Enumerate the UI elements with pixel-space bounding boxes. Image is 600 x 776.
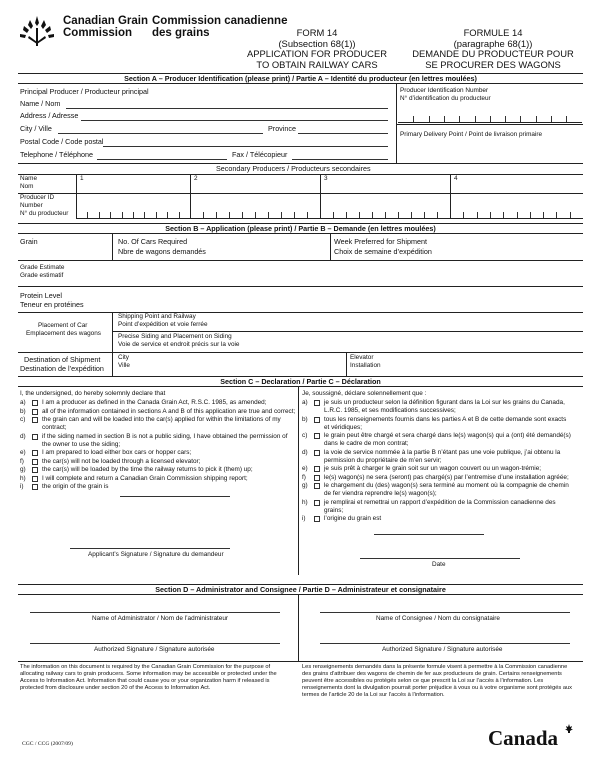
province-field-line (298, 133, 388, 134)
siding-field[interactable] (260, 340, 578, 349)
date-field[interactable] (360, 548, 520, 557)
privacy-notice-line: des grains d’attribuer des wagons de chemin de fer aux producteurs de grain. Certains renseignements (302, 671, 562, 677)
declaration-checkbox[interactable] (314, 417, 320, 423)
digit-separator (346, 212, 347, 218)
declaration-item-text: the grain can and will be loaded into the car(s) applied for within the limitations of my (42, 416, 281, 423)
declaration-item-text: l’origine du grain est (324, 515, 382, 522)
section-b-title: Section B – Application (please print) / Partie B – Demande (en lettres moulées) (18, 223, 583, 234)
declaration-checkbox[interactable] (314, 475, 320, 481)
declaration-item-text: all of the information contained in sections A and B of this application are true and correct; (42, 407, 296, 415)
elevator-label-en: Elevator (350, 354, 374, 361)
dest-city-field[interactable] (140, 362, 340, 371)
secondary-col-3: 3 (324, 175, 328, 182)
declaration-item-text: le(s) wagon(s) ne sera (seront) pas chargé(s) par l’entremise d’une installation agréée; (324, 473, 569, 481)
declaration-item-text: the origin of the grain is (42, 483, 109, 490)
secondary-name-bottom-line (18, 193, 583, 194)
section-d-title: Section D – Administrator and Consignee / Partie D – Administrateur et consignataire (18, 584, 583, 595)
admin-name-field[interactable] (30, 602, 280, 611)
address-field-line (81, 120, 388, 121)
form-title-fr-line1: DEMANDE DU PRODUCTEUR POUR (412, 48, 574, 59)
canada-wordmark: Canada (488, 726, 559, 750)
digit-separator (87, 212, 88, 218)
form-subsection-fr: (paragraphe 68(1)) (453, 37, 533, 49)
digit-separator (530, 212, 531, 218)
placement-label-fr: Emplacement des wagons (26, 330, 101, 337)
form-subsection-en: (Subsection 68(1)) (278, 37, 356, 49)
shipping-point-label-en: Shipping Point and Railway (118, 313, 196, 320)
applicant-signature-label: Applicant’s Signature / Signature du demandeur (88, 551, 224, 558)
digit-separator (490, 212, 491, 218)
declaration-checkbox[interactable] (314, 516, 320, 522)
declaration-item-text: la voie de service nommée à la partie B n’étant pas une voie publique, j’ai obtenu la (324, 448, 561, 456)
privacy-notice-line: allocating railway cars to grain producers. Some information may be accessible or protected under the (20, 671, 277, 677)
declaration-checkbox[interactable] (32, 417, 38, 423)
digit-separator (520, 116, 521, 122)
consignee-signature-label: Authorized Signature / Signature autorisée (382, 646, 503, 653)
elevator-divider (346, 352, 347, 376)
consignee-signature-line (320, 643, 570, 644)
declaration-item-text: le chargement du (des) wagon(s) sera terminé au moment où la compagnie de chemin (324, 482, 569, 489)
section-d-bottom-line (18, 661, 583, 662)
declaration-item-text: if the siding named in section B is not a public siding, I have obtained the permission of (42, 432, 288, 440)
secondary-col-divider-2 (320, 174, 321, 219)
producer-id-label-fr: N° d’identification du producteur (400, 95, 491, 102)
secondary-pid-label-en: Producer ID (20, 194, 55, 201)
declaration-item-text: dans le cadre de mon contrat; (324, 440, 409, 447)
declaration-item-text: contract; (42, 424, 67, 431)
secondary-pid-bottom-line (76, 218, 583, 219)
secondary-col-4: 4 (454, 175, 458, 182)
secondary-name-label-fr: Nom (20, 183, 34, 190)
digit-separator (551, 116, 552, 122)
declaration-checkbox[interactable] (32, 434, 38, 440)
form-title-fr-line2: SE PROCURER DES WAGONS (425, 58, 561, 70)
week-preferred-label-en: Week Preferred for Shipment (334, 237, 427, 246)
declaration-item-text: et véridiques; (324, 423, 363, 431)
digit-separator (505, 116, 506, 122)
principal-producer-label: Principal Producer / Producteur principal (20, 87, 149, 96)
shipping-point-label-fr: Point d’expédition et voie ferrée (118, 321, 208, 328)
digit-separator (110, 212, 111, 218)
secondary-name-2[interactable] (200, 182, 318, 191)
declaration-intro-en: I, the undersigned, do hereby solemnly declare that (20, 390, 166, 397)
declaration-item-text: the car(s) will be loaded by the time the railway returns to pick it (them) up; (42, 466, 253, 473)
city-label: City / Ville (20, 124, 52, 133)
privacy-notice-line: The information on this document is required by the Canadian Grain Commission for the purpose of (20, 664, 271, 670)
applicant-signature-line (70, 548, 230, 549)
declaration-intro-fr: Je, soussigné, déclare solennellement que : (302, 390, 427, 397)
admin-name-label: Name of Administrator / Nom de l’administrateur (92, 615, 229, 622)
declaration-item-letter: h) (20, 474, 26, 482)
declaration-item-text: I will complete and return a Canadian Grain Commission shipping report; (42, 474, 248, 482)
digit-separator (429, 116, 430, 122)
primary-delivery-label: Primary Delivery Point / Point de livraison primaire (400, 131, 543, 138)
digit-separator (503, 212, 504, 218)
declaration-item-letter: b) (302, 415, 308, 423)
declaration-item-text: grains; (324, 506, 344, 514)
protein-level-label-en: Protein Level (20, 291, 62, 300)
secondary-pid-label-fr: N° du producteur (20, 210, 69, 217)
declaration-checkbox[interactable] (32, 450, 38, 456)
declaration-checkbox[interactable] (32, 409, 38, 415)
digit-separator (556, 212, 557, 218)
form-number-fr: FORMULE 14 (463, 27, 523, 38)
week-divider (330, 234, 331, 260)
week-preferred-field[interactable] (462, 244, 578, 253)
siding-label-en: Precise Siding and Placement on Siding (118, 333, 232, 340)
digit-separator (444, 116, 445, 122)
declaration-item-letter: g) (302, 482, 308, 489)
digit-separator (255, 212, 256, 218)
admin-signature-label: Authorized Signature / Signature autorisée (94, 646, 215, 653)
form-title-fr (398, 28, 588, 70)
grade-estimate-label-en: Grade Estimate (20, 264, 65, 271)
declaration-item-text: the car(s) will not be loaded through a licensed elevator; (42, 457, 201, 465)
declaration-item-letter: i) (302, 515, 306, 522)
placement-top-line (18, 312, 583, 313)
secondary-col-divider-0 (76, 174, 77, 219)
declaration-item-letter: i) (20, 483, 24, 490)
origin-field-en[interactable] (121, 487, 229, 496)
destination-top-line (18, 352, 583, 353)
declaration-checkbox[interactable] (32, 459, 38, 465)
declaration-checkbox[interactable] (314, 400, 320, 406)
declaration-checkbox[interactable] (314, 500, 320, 506)
declaration-checkbox[interactable] (314, 483, 320, 489)
digit-separator (385, 212, 386, 218)
secondary-col-divider-1 (190, 174, 191, 219)
declaration-item-text: le grain peut être chargé et sera chargé dans le(s) wagon(s) qui a (ont) été demandé(s) (324, 432, 571, 439)
postal-code-field-line (103, 146, 388, 147)
digit-separator (122, 212, 123, 218)
declaration-item-letter: d) (20, 432, 26, 440)
producer-id-boxes[interactable] (398, 104, 582, 123)
dest-city-label-en: City (118, 354, 130, 361)
digit-separator (463, 212, 464, 218)
declaration-item-text: je suis un producteur selon la définition figurant dans la Loi sur les grains du Canada, (324, 399, 565, 406)
destination-label-fr: Destination de l’expédition (20, 364, 104, 373)
cgc-wheat-logo-icon (16, 14, 58, 48)
digit-separator (216, 212, 217, 218)
name-field-line (66, 108, 388, 109)
grain-label: Grain (20, 237, 38, 246)
siding-label-fr: Voie de service et endroit précis sur la voie (118, 341, 240, 348)
declaration-item-letter: h) (302, 498, 308, 506)
digit-separator (133, 212, 134, 218)
declaration-item-letter: a) (302, 399, 308, 406)
declaration-item-text: de fer viendra reprendre le(s) wagon(s); (324, 490, 437, 497)
grade-estimate-field[interactable] (120, 270, 320, 279)
digit-separator (566, 116, 567, 122)
declaration-item-text: je remplirai et remettrai un rapport d’expédition de la Commission canadienne des (324, 498, 556, 506)
declaration-item-letter: a) (20, 399, 26, 406)
secondary-name-label-en: Name (20, 175, 38, 182)
digit-separator (437, 212, 438, 218)
privacy-notice-line: peuvent être accessibles ou protégés selon ce que prescrit la Loi sur l’accès à l’information. Les (302, 678, 544, 684)
secondary-producers-title: Secondary Producers / Producteurs secondaires (216, 164, 371, 173)
declaration-item-text: I am a producer as defined in the Canada Grain Act, R.S.C. 1985, as amended; (42, 399, 267, 406)
digit-separator (359, 212, 360, 218)
digit-separator (413, 116, 414, 122)
digit-separator (570, 212, 571, 218)
declaration-item-letter: e) (302, 465, 308, 472)
declaration-item-letter: c) (20, 416, 26, 423)
origin-field-line-en (120, 496, 230, 497)
address-field[interactable] (82, 111, 387, 120)
fax-field-line (292, 159, 388, 160)
form-title-en-line1: APPLICATION FOR PRODUCER (247, 48, 387, 59)
privacy-notice-line: protected from disclosure under section 20 of the Access to Information Act. (20, 685, 211, 691)
secondary-pid-label-number: Number (20, 202, 43, 209)
digit-separator (459, 116, 460, 122)
grain-divider (112, 234, 113, 260)
declaration-item-text: je suis prêt à charger le grain soit sur un wagon couvert ou un wagon-trémie; (324, 465, 542, 472)
canada-flag-icon (562, 724, 576, 734)
destination-label-en: Destination of Shipment (24, 355, 101, 364)
origin-field-line-fr (374, 534, 484, 535)
week-preferred-label-fr: Choix de semaine d’expédition (334, 247, 432, 256)
declaration-item-text: tous les renseignements fournis dans les parties A et B de cette demande sont exacts (324, 415, 567, 423)
section-a-title: Section A – Producer Identification (please print) / Partie A – Identité du producteur (en lettres moulées) (18, 73, 583, 84)
agency-name-fr-line2: des grains (152, 27, 210, 39)
digit-separator (294, 212, 295, 218)
consignee-name-line (320, 612, 570, 613)
declaration-checkbox[interactable] (32, 476, 38, 482)
declaration-item-letter: f) (302, 473, 306, 481)
producer-id-divider (396, 124, 583, 125)
telephone-field-line (97, 159, 227, 160)
digit-separator (411, 212, 412, 218)
digit-separator (99, 212, 100, 218)
declaration-item-letter: g) (20, 466, 26, 473)
header (0, 0, 600, 72)
grain-field[interactable] (20, 250, 108, 259)
digit-separator (179, 212, 180, 218)
declaration-item-text: permission du propriétaire de m’en servir; (324, 456, 442, 464)
city-field-line (58, 133, 263, 134)
form-code: CGC / CCG (2007/09) (22, 741, 73, 747)
agency-name-en-line1: Canadian Grain (63, 15, 148, 27)
digit-separator (490, 116, 491, 122)
digit-separator (372, 212, 373, 218)
digit-separator (307, 212, 308, 218)
secondary-col-2: 2 (194, 175, 198, 182)
section-c-divider (298, 387, 299, 575)
telephone-label: Telephone / Téléphone (20, 150, 93, 159)
form-title-en (232, 28, 402, 70)
province-label: Province (268, 124, 296, 133)
digit-separator (156, 212, 157, 218)
digit-separator (543, 212, 544, 218)
digit-separator (281, 212, 282, 218)
digit-separator (167, 212, 168, 218)
digit-separator (398, 212, 399, 218)
protein-level-label-fr: Teneur en protéines (20, 300, 84, 309)
digit-separator (536, 116, 537, 122)
declaration-item-letter: e) (20, 449, 26, 456)
digit-separator (203, 212, 204, 218)
admin-name-line (30, 612, 280, 613)
primary-delivery-field[interactable] (400, 145, 580, 154)
cars-required-label-fr: Nbre de wagons demandés (118, 247, 206, 256)
secondary-name-1[interactable] (86, 182, 190, 191)
protein-top-line (18, 286, 583, 287)
declaration-item-letter: c) (302, 432, 308, 439)
digit-separator (517, 212, 518, 218)
form-number-en: FORM 14 (296, 27, 338, 38)
placement-divider (112, 312, 113, 352)
producer-id-label-en: Producer Identification Number (400, 87, 489, 94)
date-label: Date (432, 561, 446, 568)
secondary-col-1: 1 (80, 175, 84, 182)
placement-label-en: Placement of Car (38, 322, 88, 329)
declaration-item-text: the owner to use the siding; (42, 440, 121, 448)
secondary-col-divider-3 (450, 174, 451, 219)
declaration-item-letter: f) (20, 457, 24, 465)
destination-divider (112, 352, 113, 376)
name-label: Name / Nom (20, 99, 61, 108)
telephone-field[interactable] (98, 150, 226, 159)
declaration-checkbox[interactable] (32, 484, 38, 490)
consignee-signature-field[interactable] (320, 633, 570, 642)
declaration-item-text: I am prepared to load either box cars or hopper cars; (42, 449, 192, 456)
secondary-header-line (18, 174, 583, 175)
applicant-signature-field[interactable] (70, 538, 230, 547)
digit-separator (333, 212, 334, 218)
consignee-name-label: Name of Consignee / Nom du consignataire (376, 615, 500, 622)
shipping-point-field[interactable] (260, 320, 578, 329)
privacy-notice-line: renseignements dont la divulgation pourrait porter préjudice à vous ou à votre organisme sont protégés aux (302, 685, 573, 691)
admin-signature-field[interactable] (30, 633, 280, 642)
fax-label: Fax / Télécopieur (232, 150, 288, 159)
grade-estimate-label-fr: Grade estimatif (20, 272, 64, 279)
dest-city-label-fr: Ville (118, 362, 130, 369)
declaration-checkbox[interactable] (32, 467, 38, 473)
siding-top-line (112, 331, 583, 332)
form-title-en-line2: TO OBTAIN RAILWAY CARS (256, 58, 378, 70)
digit-separator (477, 212, 478, 218)
cars-required-label-en: No. Of Cars Required (118, 237, 188, 246)
privacy-notice-line: Les renseignements demandés dans la présente formule visent à permettre à la Commission canadienne (302, 664, 568, 670)
declaration-item-letter: d) (302, 448, 308, 456)
agency-name-en-line2: Commission (63, 27, 133, 39)
section-d-divider (298, 595, 299, 661)
fax-field[interactable] (293, 150, 387, 159)
consignee-name-field[interactable] (320, 602, 570, 611)
cars-required-field[interactable] (226, 244, 326, 253)
address-label: Address / Adresse (20, 111, 79, 120)
digit-separator (424, 212, 425, 218)
declaration-checkbox[interactable] (32, 400, 38, 406)
declaration-checkbox[interactable] (314, 466, 320, 472)
digit-separator (475, 116, 476, 122)
grade-top-line (18, 260, 583, 261)
declaration-checkbox[interactable] (314, 450, 320, 456)
elevator-field[interactable] (390, 362, 578, 371)
origin-field-fr[interactable] (375, 525, 483, 534)
section-c-title: Section C – Declaration / Partie C – Déclaration (18, 376, 583, 387)
declaration-checkbox[interactable] (314, 433, 320, 439)
digit-separator (229, 212, 230, 218)
name-field[interactable] (67, 99, 387, 108)
digit-separator (242, 212, 243, 218)
secondary-name-4[interactable] (460, 182, 578, 191)
admin-signature-line (30, 643, 280, 644)
postal-code-label: Postal Code / Code postal (20, 137, 104, 146)
agency-name-fr-line1: Commission canadienne (152, 15, 288, 27)
secondary-name-3[interactable] (330, 182, 448, 191)
digit-separator (144, 212, 145, 218)
privacy-notice-line: Access to Information Act. Information that could cause you or your organization harm if released is (20, 678, 270, 684)
elevator-label-fr: Installation (350, 362, 381, 369)
postal-code-field[interactable] (104, 137, 387, 146)
city-field[interactable] (59, 124, 262, 133)
digit-separator (268, 212, 269, 218)
date-line (360, 558, 520, 559)
declaration-item-letter: b) (20, 407, 26, 415)
declaration-item-text: L.R.C. 1985, et ses modifications successives; (324, 407, 456, 414)
protein-level-field[interactable] (120, 297, 320, 306)
privacy-notice-line: termes de l’article 20 de la Loi sur l’accès à l’information. (302, 692, 445, 698)
province-field[interactable] (299, 124, 387, 133)
